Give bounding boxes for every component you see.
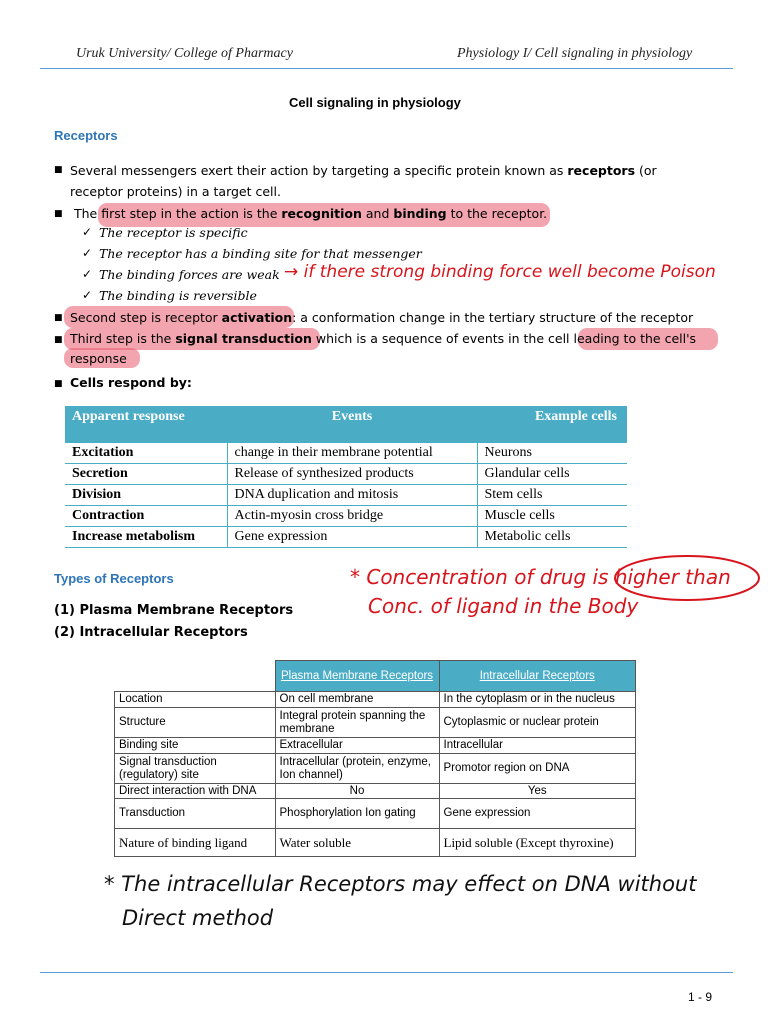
table-cell: Water soluble bbox=[275, 829, 439, 857]
b1-text: Several messengers exert their action by targeting a specific protein known as bbox=[70, 163, 568, 178]
check-item-4: The binding is reversible bbox=[99, 288, 257, 303]
table-row bbox=[65, 527, 627, 548]
b2-text: The first step in the action is the bbox=[74, 206, 282, 221]
check-icon: ✓ bbox=[82, 225, 93, 239]
receptors-heading: Receptors bbox=[54, 128, 118, 143]
table-cell: Division bbox=[65, 485, 227, 506]
b4-text: Third step is the bbox=[70, 331, 176, 346]
types-heading: Types of Receptors bbox=[54, 571, 174, 586]
table-row bbox=[65, 485, 627, 506]
table-cell: Gene expression bbox=[227, 527, 477, 548]
table-cell: Extracellular bbox=[275, 738, 439, 754]
table-cell: Contraction bbox=[65, 506, 227, 527]
b3-text: Second step is receptor bbox=[70, 310, 222, 325]
types-item-1: (1) Plasma Membrane Receptors bbox=[54, 603, 294, 618]
check-icon: ✓ bbox=[82, 246, 93, 260]
table-cell: Glandular cells bbox=[477, 464, 627, 485]
table-cell: No bbox=[275, 784, 439, 799]
response-table bbox=[65, 406, 627, 548]
table-row bbox=[115, 799, 636, 829]
header-left: Uruk University/ College of Pharmacy bbox=[76, 46, 293, 61]
b5-text: Cells respond by: bbox=[70, 375, 192, 390]
table-cell: Binding site bbox=[115, 738, 276, 754]
header-right: Physiology I/ Cell signaling in physiology bbox=[457, 46, 693, 61]
table-header-cell: Events bbox=[227, 406, 477, 443]
check-item-3: The binding forces are weak bbox=[99, 267, 280, 282]
table-cell: Neurons bbox=[477, 443, 627, 464]
check-item-2: The receptor has a binding site for that messenger bbox=[99, 246, 422, 261]
check-icon: ✓ bbox=[82, 267, 93, 281]
b3-text-end: : a conformation change in the tertiary structure of the receptor bbox=[292, 310, 694, 325]
types-item-2: (2) Intracellular Receptors bbox=[54, 625, 248, 640]
table-row bbox=[65, 443, 627, 464]
table-cell: Structure bbox=[115, 708, 276, 738]
table-cell: Signal transduction (regulatory) site bbox=[115, 754, 276, 784]
table-row bbox=[115, 784, 636, 799]
footer-rule bbox=[40, 972, 733, 973]
receptor-comparison-table bbox=[114, 660, 636, 857]
table-header-cell: Apparent response bbox=[65, 406, 227, 443]
table-cell: Nature of binding ligand bbox=[115, 829, 276, 857]
b3-bold: activation bbox=[221, 310, 293, 325]
table-cell: Muscle cells bbox=[477, 506, 627, 527]
table-cell: change in their membrane potential bbox=[227, 443, 477, 464]
handwritten-note-intracellular-2: Direct method bbox=[122, 906, 274, 930]
bullet-icon: ■ bbox=[54, 209, 63, 219]
table-cell: Phosphorylation Ion gating bbox=[275, 799, 439, 829]
handwritten-note-concentration-2: Conc. of ligand in the Body bbox=[368, 594, 639, 618]
table-header-cell bbox=[115, 661, 276, 692]
table-header-cell: Intracellular Receptors bbox=[439, 661, 636, 692]
table-row bbox=[115, 708, 636, 738]
table-row bbox=[65, 506, 627, 527]
table-cell: Secretion bbox=[65, 464, 227, 485]
table-cell: Lipid soluble (Except thyroxine) bbox=[439, 829, 636, 857]
table-cell: Stem cells bbox=[477, 485, 627, 506]
table-cell: Promotor region on DNA bbox=[439, 754, 636, 784]
table-header-row bbox=[65, 406, 627, 443]
table-cell: In the cytoplasm or in the nucleus bbox=[439, 692, 636, 708]
bullet-icon: ■ bbox=[54, 165, 63, 175]
handwritten-note-concentration-1: * Concentration of drug is higher than bbox=[350, 565, 731, 589]
table-cell: Metabolic cells bbox=[477, 527, 627, 548]
table-cell: Cytoplasmic or nuclear protein bbox=[439, 708, 636, 738]
table-cell: Integral protein spanning the membrane bbox=[275, 708, 439, 738]
table-cell: Excitation bbox=[65, 443, 227, 464]
b4-bold: signal transduction bbox=[175, 331, 312, 346]
b2-bold1: recognition bbox=[281, 206, 362, 221]
table-header-row bbox=[115, 661, 636, 692]
table-cell: Increase metabolism bbox=[65, 527, 227, 548]
b4-text-end: which is a sequence of events in the cell leading to the cell's bbox=[311, 331, 697, 346]
table-cell: Direct interaction with DNA bbox=[115, 784, 276, 799]
b4-line2: response bbox=[70, 351, 127, 366]
table-cell: Gene expression bbox=[439, 799, 636, 829]
table-row bbox=[65, 464, 627, 485]
table-cell: Yes bbox=[439, 784, 636, 799]
table-cell: Location bbox=[115, 692, 276, 708]
table-row bbox=[115, 692, 636, 708]
table-row bbox=[115, 754, 636, 784]
table-cell: Transduction bbox=[115, 799, 276, 829]
header-rule bbox=[40, 68, 733, 69]
check-item-1: The receptor is specific bbox=[99, 225, 248, 240]
page-number: 1 - 9 bbox=[688, 990, 713, 1004]
handwritten-note-poison: → if there strong binding force well become Poison bbox=[284, 262, 716, 282]
table-row bbox=[115, 829, 636, 857]
b2-bold2: binding bbox=[393, 206, 447, 221]
table-cell: Actin-myosin cross bridge bbox=[227, 506, 477, 527]
table-cell: DNA duplication and mitosis bbox=[227, 485, 477, 506]
table-cell: On cell membrane bbox=[275, 692, 439, 708]
b1-line2: receptor proteins) in a target cell. bbox=[70, 184, 281, 199]
bullet-icon: ■ bbox=[54, 379, 63, 389]
b2-text-end: to the receptor. bbox=[446, 206, 548, 221]
b2-and: and bbox=[361, 206, 394, 221]
table-row bbox=[115, 738, 636, 754]
b1-bold: receptors bbox=[567, 163, 636, 178]
b1-text-end: (or bbox=[635, 163, 657, 178]
page-title: Cell signaling in physiology bbox=[289, 95, 461, 110]
handwritten-circle-icon bbox=[612, 552, 762, 604]
bullet-icon: ■ bbox=[54, 313, 63, 323]
table-cell: Intracellular bbox=[439, 738, 636, 754]
check-icon: ✓ bbox=[82, 288, 93, 302]
table-header-cell: Plasma Membrane Receptors bbox=[275, 661, 439, 692]
bullet-icon: ■ bbox=[54, 335, 63, 345]
handwritten-note-intracellular-1: * The intracellular Receptors may effect on DNA without bbox=[104, 872, 697, 896]
table-cell: Intracellular (protein, enzyme, Ion channel) bbox=[275, 754, 439, 784]
table-cell: Release of synthesized products bbox=[227, 464, 477, 485]
table-header-cell: Example cells bbox=[477, 406, 627, 443]
